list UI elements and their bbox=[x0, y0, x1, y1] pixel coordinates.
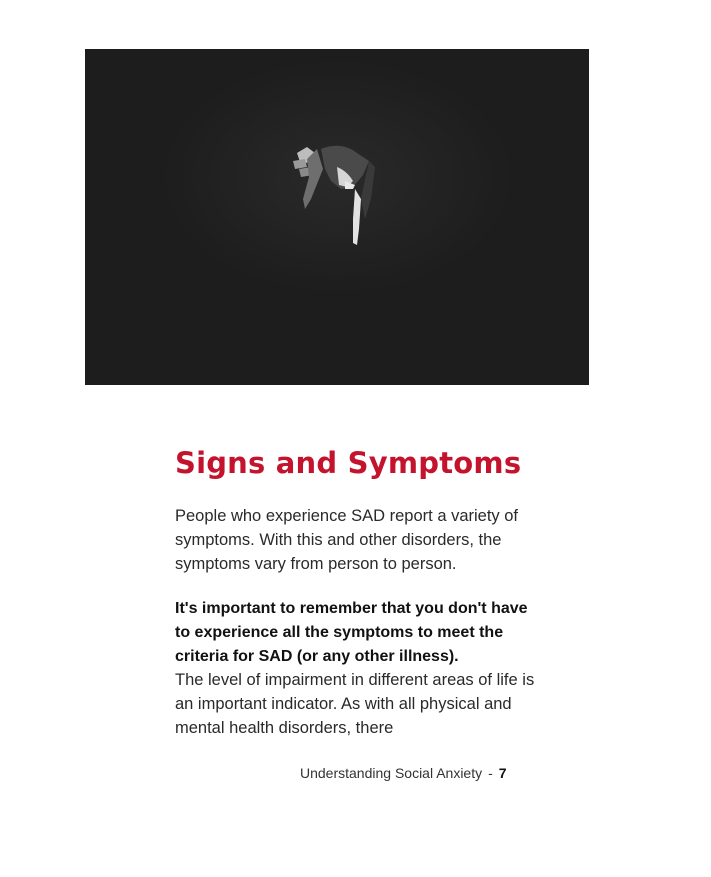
footer-separator: - bbox=[488, 765, 493, 781]
emphasis-paragraph: It's important to remember that you don't have to experience all the symptoms to meet the criteria for SAD (or any other illness). bbox=[175, 600, 528, 665]
page-footer bbox=[300, 765, 507, 781]
intro-paragraph: People who experience SAD report a variety of symptoms. With this and other disorders, the symptoms vary from person to person. bbox=[175, 507, 519, 573]
section-heading: Signs and Symptoms bbox=[175, 446, 522, 480]
dark-portrait-photo bbox=[85, 49, 589, 385]
page-number: 7 bbox=[498, 765, 507, 781]
person-holding-head-icon bbox=[85, 49, 589, 385]
footer-book-title: Understanding Social Anxiety bbox=[300, 765, 483, 781]
impairment-paragraph: The level of impairment in different areas of life is an important indicator. As with all physical and mental health disorders, there bbox=[175, 671, 535, 737]
